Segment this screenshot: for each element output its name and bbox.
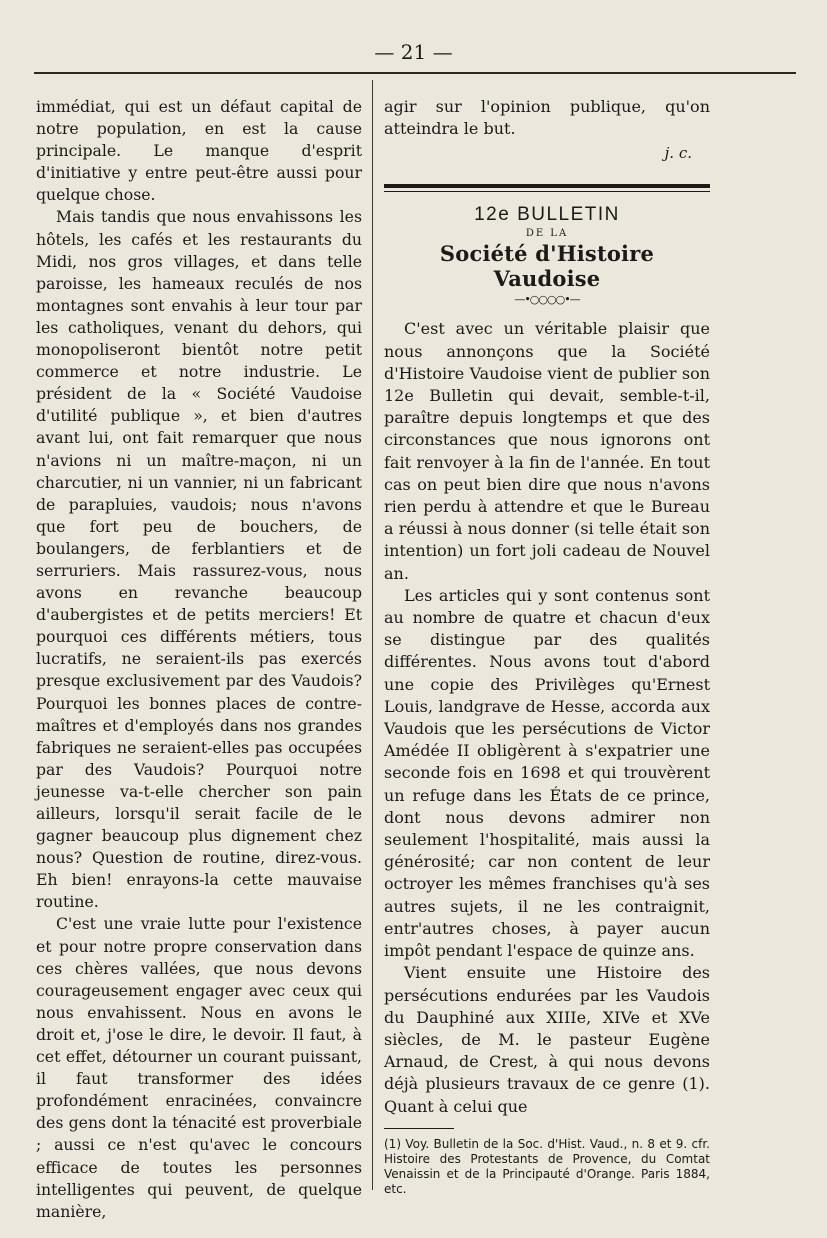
left-paragraph-3: C'est une vraie lutte pour l'existence et pour notre propre conservation dans ces chères vallées, que nous devons courageusement engager avec ceux qui nous envahissent. Nous en avons le droit et, j'ose le dire, le devoir. Il faut, à cet effet, détourner un courant puissant, il faut transformer des idées profondément enracinées, convaincre des gens dont la ténacité est proverbiale ; aussi ce n'est qu'avec le concours efficace de toutes les personnes intelligentes qui peuvent, de quelque manière, xyxy=(36,914,362,1221)
left-column xyxy=(36,96,362,1223)
column-divider xyxy=(372,80,373,1190)
society-name: Société d'Histoire Vaudoise xyxy=(439,241,655,292)
left-paragraph-2: Mais tandis que nous envahissons les hôtels, les cafés et les restaurants du Midi, nos gros villages, et dans telle paroisse, les hameaux reculés de nos montagnes sont envahis à leur tour par les catholiques, venant du dehors, qui monopoliseront bientôt notre petit commerce et notre industrie. Le président de la « Société Vaudoise d'utilité publique », et bien d'autres avant lui, ont fait remarquer que nous n'avions ni un maître-maçon, ni un charcutier, ni un vannier, ni un fabricant de parapluies, vaudois; nous n'avons que fort peu de bouchers, de boulangers, de ferblantiers et de serruriers. Mais rassurez-vous, nous avons en revanche beaucoup d'aubergistes et de petits merciers! Et pourquoi ces différents métiers, tous lucratifs, ne seraient-ils pas exercés presque exclusivement par des Vaudois? Pourquoi les bonnes places de contre-maîtres et d'employés dans nos grandes fabriques ne seraient-elles pas occupées par des Vaudois? Pourquoi notre jeunesse va-t-elle chercher son pain ailleurs, lorsqu'il serait facile de le gagner beaucoup plus dignement chez nous? Question de routine, direz-vous. Eh bien! enrayons-la cette mauvaise routine. xyxy=(36,207,362,912)
footnote: (1) Voy. Bulletin de la Soc. d'Hist. Vaud., n. 8 et 9. cfr. Histoire des Protestants de Provence, du Comtat Venaissin et de la Principauté d'Orange. Paris 1884, etc. xyxy=(384,1136,710,1196)
page-number: — 21 — xyxy=(374,40,453,64)
section-rule-thin xyxy=(384,191,710,192)
continuation-text: agir sur l'opinion publique, qu'on atteindra le but. xyxy=(384,97,710,139)
section-rule-thick xyxy=(384,184,710,188)
right-paragraph-1: C'est avec un véritable plaisir que nous annonçons que la Société d'Histoire Vaudoise vient de publier son 12e Bulletin qui devait, semble-t-il, paraître depuis longtemps et que des circonstances que nous ignorons ont fait renvoyer à la fin de l'année. En tout cas on peut bien dire que nous n'avons rien perdu à attendre et que le Bureau a réussi à nous donner (si telle était son intention) un fort joli cadeau de Nouvel an. xyxy=(384,319,710,583)
right-paragraph-3: Vient ensuite une Histoire des persécutions endurées par les Vaudois du Dauphiné aux XIIIe, XIVe et XVe siècles, de M. le pasteur Eugène Arnaud, de Crest, à qui nous devons déjà plusieurs travaux de ce genre (1). Quant à celui que xyxy=(384,963,710,1116)
footnote-rule xyxy=(384,1128,454,1129)
ornament-divider: —•○○○○•— xyxy=(514,293,580,307)
author-signature: j. c. xyxy=(664,144,692,163)
right-column xyxy=(384,96,710,1197)
bulletin-subtitle: DE LA xyxy=(525,228,569,240)
header-rule xyxy=(34,72,796,74)
right-paragraph-2: Les articles qui y sont contenus sont au nombre de quatre et chacun d'eux se distingue par des qualités différentes. Nous avons tout d'abord une copie des Privilèges qu'Ernest Louis, landgrave de Hesse, accorda aux Vaudois que les persécutions de Victor Amédée II obligèrent à s'expatrier une seconde fois en 1698 et qui trouvèrent un refuge dans les États de ce prince, dont nous devons admirer non seulement l'hospitalité, mais aussi la générosité; car non content de leur octroyer les mêmes franchises qu'à ses autres sujets, il ne les contraignit, entr'autres choses, à payer aucun impôt pendant l'espace de quinze ans. xyxy=(384,585,710,961)
bulletin-title: 12e BULLETIN xyxy=(474,204,620,226)
left-paragraph-1: immédiat, qui est un défaut capital de notre population, en est la cause principale. Le manque d'esprit d'initiative y entre peut-être aussi pour quelque chose. xyxy=(36,97,362,205)
